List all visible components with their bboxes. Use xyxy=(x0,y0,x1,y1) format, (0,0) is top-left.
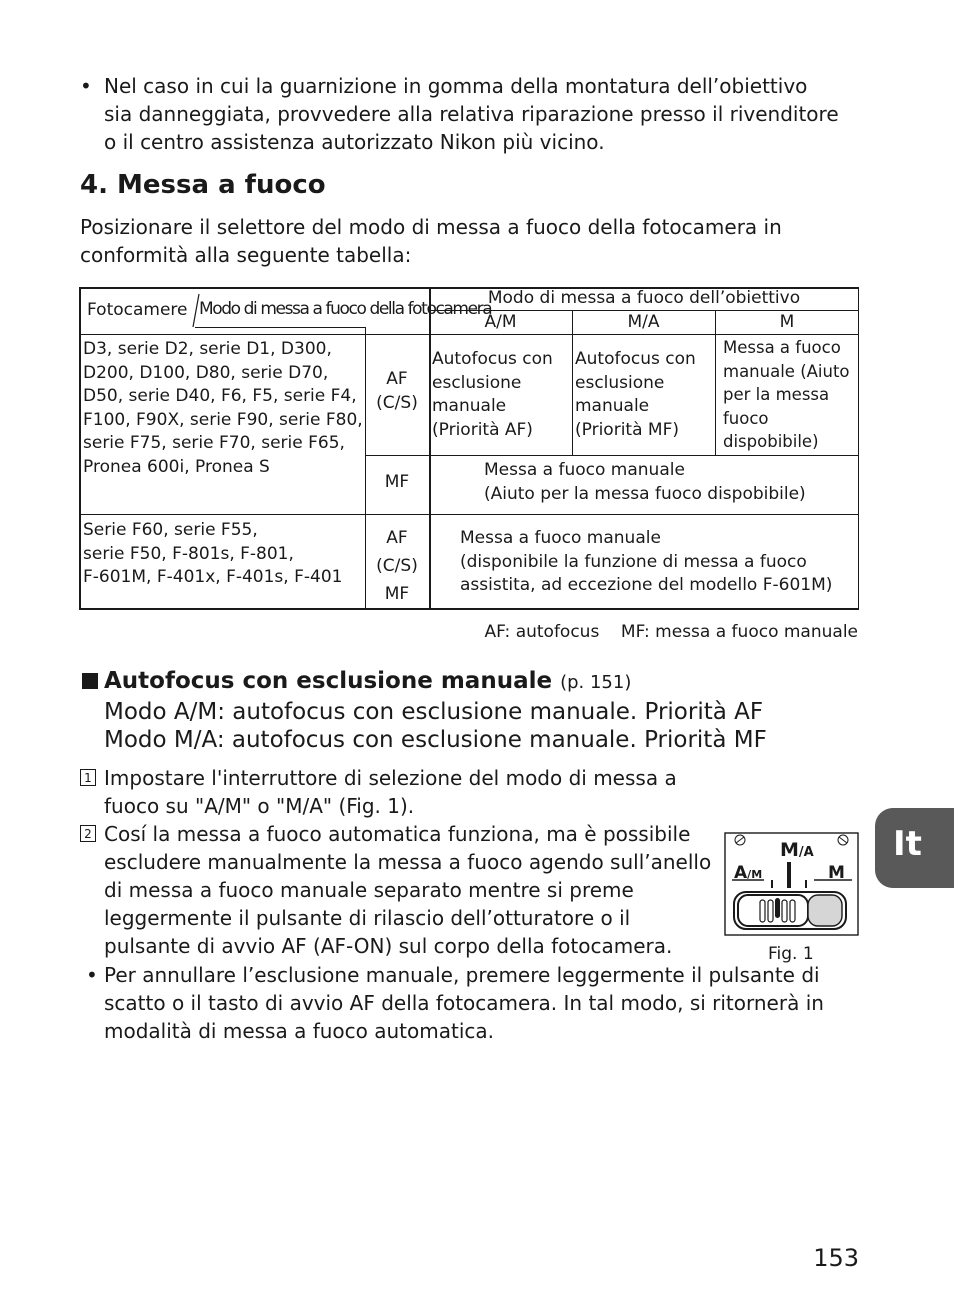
bullet-marker: • xyxy=(80,74,92,98)
row1-am: Autofocus con esclusione manuale (Priorità AF) xyxy=(432,349,553,440)
subsection-line-am: Modo A/M: autofocus con esclusione manuale. Priorità AF xyxy=(104,698,764,725)
bullet-item xyxy=(80,72,840,156)
row1-mode-mf: MF xyxy=(384,472,410,492)
row2-mode: AF (C/S) MF xyxy=(376,528,418,604)
row1-m: Messa a fuoco manuale (Aiuto per la messa fuoco dispobibile) xyxy=(723,338,850,451)
table-footnote: AF: autofocus MF: messa a fuoco manuale xyxy=(484,622,858,642)
column-am: A/M xyxy=(484,312,517,332)
label-ma-small: /A xyxy=(798,845,814,860)
bullet-text: Per annullare l’esclusione manuale, premere leggermente il pulsante di scatto o il tasto di avvio AF della fotocamera. In tal modo, si ritornerà in modalità di messa a fuoco automatica. xyxy=(104,963,824,1043)
step-text: Impostare l'interruttore di selezione del modo di messa a fuoco su "A/M" o "M/A" (Fig. 1). xyxy=(104,766,677,818)
row1-mode-af: AF (C/S) xyxy=(376,369,418,413)
step-number: 1 xyxy=(80,769,96,786)
label-am-big: A xyxy=(734,863,748,883)
header-cameras: Fotocamere xyxy=(87,300,188,320)
row2-text: Messa a fuoco manuale (disponibile la funzione di messa a fuoco assistita, ad eccezione del modello F-601M) xyxy=(460,528,833,595)
step-number: 2 xyxy=(80,825,96,842)
section-title: 4. Messa a fuoco xyxy=(80,170,326,200)
row1-ma: Autofocus con esclusione manuale (Priorità MF) xyxy=(575,349,696,440)
subsection-title: Autofocus con esclusione manuale xyxy=(104,668,553,694)
step-2 xyxy=(80,820,720,960)
bullet-item xyxy=(86,961,856,1045)
figure-caption: Fig. 1 xyxy=(768,944,814,964)
subsection-line-ma: Modo M/A: autofocus con esclusione manuale. Priorità MF xyxy=(104,727,767,753)
page-reference: (p. 151) xyxy=(560,672,632,693)
header-lens-mode: Modo di messa a fuoco dell’obiettivo xyxy=(487,288,801,308)
column-m: M xyxy=(779,312,795,332)
row2-cameras: Serie F60, serie F55, serie F50, F-801s, F-801, F-601M, F-401x, F-401s, F-401 xyxy=(83,520,343,587)
row1-cameras: D3, serie D2, serie D1, D300, D200, D100, D80, serie D70, D50, serie D40, F6, F5, serie F4, F100, F90X, serie F90, serie F80, serie F75, serie F70, serie F65, Pronea 600i, Pronea S xyxy=(83,339,363,477)
focus-mode-table xyxy=(79,287,859,610)
step-1 xyxy=(80,764,720,820)
language-tab xyxy=(875,808,954,888)
language-tab-label: It xyxy=(893,824,922,864)
label-ma-big: M xyxy=(780,839,799,861)
section-intro: Posizionare il selettore del modo di messa a fuoco della fotocamera in conformità alla seguente tabella: xyxy=(80,215,782,267)
label-am-small: /M xyxy=(747,868,763,881)
bullet-marker: • xyxy=(86,963,98,987)
label-m: M xyxy=(828,863,845,883)
column-ma: M/A xyxy=(627,312,660,332)
step-text: Cosí la messa a fuoco automatica funziona, ma è possibile escludere manualmente la messa a fuoco agendo sull’anello di messa a fuoco manuale separato mentre si preme leggermente il pulsante di rilascio dell’otturatore o il pulsante di avvio AF (AF-ON) sul corpo della fotocamera. xyxy=(104,822,712,958)
bullet-text: Nel caso in cui la guarnizione in gomma della montatura dell’obiettivo sia danneggiata, provvedere alla relativa riparazione presso il rivenditore o il centro assistenza autorizzato Nikon più vicino. xyxy=(104,74,839,154)
square-bullet-icon xyxy=(82,673,98,689)
focus-mode-switch-figure xyxy=(724,832,859,936)
subsection-heading xyxy=(82,667,767,755)
page-number: 153 xyxy=(813,1244,859,1272)
row1-mf-text: Messa a fuoco manuale (Aiuto per la messa fuoco dispobibile) xyxy=(484,460,806,504)
header-camera-mode: Modo di messa a fuoco della fotocamera xyxy=(199,299,492,319)
